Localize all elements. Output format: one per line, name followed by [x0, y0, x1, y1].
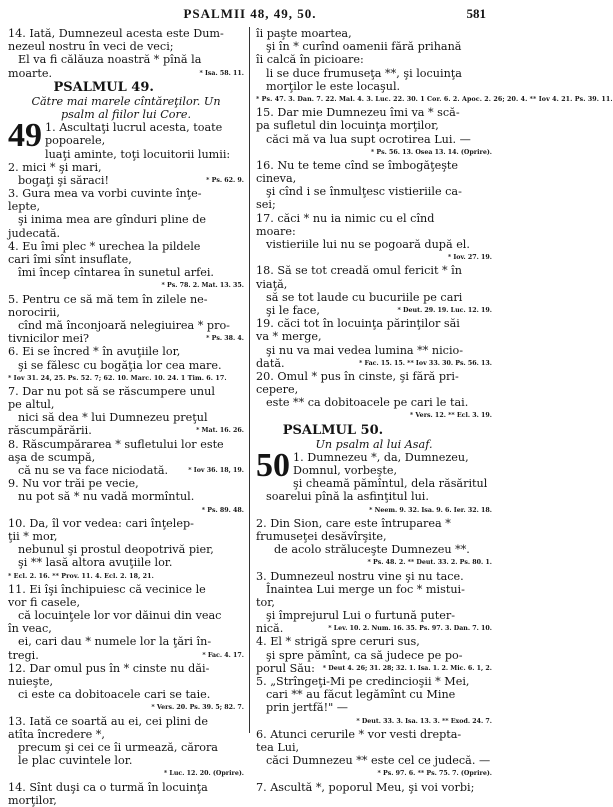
- text-line: [8, 781, 244, 794]
- cross-reference: * Luc. 12. 20. (Oprire).: [163, 770, 244, 778]
- text-line: [256, 570, 492, 583]
- line-text: 5. Pentru ce să mă tem în zilele ne-: [8, 292, 208, 306]
- text-line: [256, 649, 492, 662]
- line-text: 11. Ei îşi închipuiesc că vecinice le: [8, 582, 206, 596]
- text-line: [256, 344, 492, 357]
- cross-reference: * Vers. 20. Ps. 39. 5; 82. 7.: [151, 704, 244, 712]
- text-line: [8, 517, 244, 530]
- line-text: nu pot să * nu vadă mormîntul.: [18, 490, 195, 504]
- text-line: [256, 477, 492, 490]
- text-line: [256, 225, 492, 238]
- line-text: 7. Ascultă *, poporul Meu, şi voi vorbi;: [256, 780, 475, 794]
- text-line: [256, 53, 492, 66]
- text-line: [8, 424, 244, 437]
- text-line: [256, 146, 492, 159]
- line-text: 14. Iată, Dumnezeul acesta este Dum-: [8, 27, 224, 40]
- line-text: cari îmi sînt insuflate,: [8, 253, 132, 267]
- text-line: [8, 161, 244, 174]
- text-line: [256, 278, 492, 291]
- line-text: 1. Dumnezeu *, da, Dumnezeu,: [293, 450, 469, 464]
- line-text: PSALMUL 50.: [282, 422, 384, 438]
- text-line: [256, 728, 492, 741]
- line-text: 2. mici * şi mari,: [8, 160, 102, 174]
- line-text: * Ps. 47. 3. Dan. 7. 22. Mal. 4. 3. Luc. 22. 30. 1 Cor. 6. 2. Apoc. 2. 26; 20. 4. ** Iov 4. 21. Ps. 39. 11.: [256, 95, 613, 103]
- text-line: [256, 133, 492, 146]
- text-line: [256, 370, 492, 383]
- text-line: [256, 701, 492, 714]
- line-text: 17. căci * nu ia nimic cu el cînd: [256, 211, 435, 225]
- cross-reference: * Neem. 9. 32. Isa. 9. 6. Ier. 32. 18.: [369, 506, 492, 514]
- cross-reference: * Lev. 10. 2. Num. 16. 35. Ps. 97. 3. Dan. 7. 10.: [328, 625, 492, 633]
- cross-reference: * Fac. 15. 15. ** Iov 33. 30. Ps. 56. 13.: [358, 359, 492, 367]
- line-text: 12. Dar omul pus în * cinste nu dăi-: [8, 661, 210, 675]
- text-line: [8, 675, 244, 688]
- line-text: 13. Iată ce soartă au ei, cei plini de: [8, 714, 209, 728]
- text-line: [8, 464, 244, 477]
- line-text: îi paşte moartea,: [256, 27, 352, 40]
- text-line: [256, 27, 492, 40]
- text-line: [8, 688, 244, 701]
- text-line: [256, 198, 492, 211]
- line-text: li se duce frumuseţa **, şi locuinţa: [266, 66, 462, 80]
- text-line: [8, 134, 244, 147]
- line-text: Un psalm al lui Asaf.: [315, 437, 433, 451]
- line-text: * Ecl. 2. 16. ** Prov. 11. 4. Ecl. 2. 18, 21.: [8, 572, 154, 580]
- text-line: [8, 715, 244, 728]
- text-line: [8, 490, 244, 503]
- line-text: 6. Ei se încred * în avuţiile lor,: [8, 345, 181, 359]
- cross-reference: * Mat. 16. 26.: [196, 427, 244, 435]
- text-line: [8, 227, 244, 240]
- text-line: [8, 701, 244, 714]
- text-line: [8, 477, 244, 490]
- line-text: le plac cuvintele lor.: [18, 754, 133, 768]
- running-title: PSALMII 48, 49, 50.: [183, 6, 317, 21]
- text-line: [256, 291, 492, 304]
- line-text: morţilor le este locaşul.: [266, 79, 401, 93]
- text-line: [256, 357, 492, 370]
- line-text: vistieriile lui nu se pogoară după el.: [266, 238, 470, 251]
- text-line: [8, 187, 244, 200]
- text-line: [256, 504, 492, 517]
- cross-reference-note: [8, 570, 244, 583]
- line-text: că locuinţele lor vor dăinui din veac: [18, 609, 222, 623]
- line-text: El va fi călăuza noastră * pînă la: [18, 53, 202, 67]
- text-line: [256, 583, 492, 596]
- line-text: 16. Nu te teme cînd se îmbogăţeşte: [256, 158, 459, 172]
- psalm-number-initial: 50: [256, 446, 290, 484]
- text-line: [256, 543, 492, 556]
- text-line: [8, 148, 244, 161]
- line-text: căci mă va lua supt ocrotirea Lui. —: [266, 132, 471, 146]
- line-text: 6. Atunci cerurile * vor vesti drepta-: [256, 727, 462, 741]
- text-line: [8, 319, 244, 332]
- text-line: [256, 781, 492, 794]
- line-text: lepte,: [8, 200, 41, 214]
- text-line: [8, 240, 244, 253]
- right-column: [256, 27, 613, 794]
- line-text: şi în * curînd oamenii fără prihană: [266, 40, 462, 54]
- text-line: [256, 40, 492, 53]
- line-text: nică.: [256, 622, 284, 636]
- text-line: [256, 80, 492, 93]
- text-line: [8, 306, 244, 319]
- line-text: ci este ca dobitoacele cari se taie.: [18, 688, 211, 702]
- line-text: 3. Gura mea va vorbi cuvinte înţe-: [8, 187, 202, 201]
- line-text: 1. Ascultaţi lucrul acesta, toate: [45, 121, 223, 135]
- cross-reference: * Deut 4. 26; 31. 28; 32. 1. Isa. 1. 2. Mic. 6. 1, 2.: [322, 664, 492, 672]
- cross-reference: * Ps. 56. 13. Osea 13. 14. (Oprire).: [370, 148, 492, 156]
- line-text: Domnul, vorbeşte,: [293, 464, 398, 478]
- column-divider: [249, 27, 250, 733]
- line-text: 10. Da, îl vor vedea: cari înţelep-: [8, 516, 194, 530]
- text-line: [8, 438, 244, 451]
- line-text: şi cînd i se înmulţesc vistieriile ca-: [266, 185, 462, 199]
- text-line: [8, 728, 244, 741]
- text-line: [256, 688, 492, 701]
- line-text: frumuseţei desăvîrşite,: [256, 529, 387, 543]
- cross-reference: * Isa. 58. 11.: [199, 69, 244, 77]
- text-line: [256, 596, 492, 609]
- line-text: nezeul nostru în veci de veci;: [8, 40, 174, 54]
- text-line: [8, 213, 244, 226]
- page-header: [14, 6, 486, 24]
- text-line: [8, 794, 244, 807]
- text-line: [8, 359, 244, 372]
- line-text: aşa de scumpă,: [8, 450, 96, 464]
- line-text: vor fi casele,: [8, 595, 81, 609]
- line-text: de acolo străluceşte Dumnezeu **.: [274, 543, 470, 557]
- text-line: [256, 251, 492, 264]
- psalm-subtitle: [8, 108, 244, 121]
- text-line: [256, 264, 492, 277]
- line-text: îmi încep cîntarea în sunetul arfei.: [18, 266, 214, 280]
- line-text: nici să dea * lui Dumnezeu preţul: [18, 411, 208, 425]
- text-line: [8, 556, 244, 569]
- line-text: moare:: [256, 224, 296, 238]
- text-line: [8, 279, 244, 292]
- cross-reference-note: [8, 372, 244, 385]
- line-text: viaţă,: [256, 277, 288, 291]
- line-text: să se tot laude cu bucuriile pe cari: [266, 290, 463, 304]
- text-line: [256, 622, 492, 635]
- line-text: răscumpărării.: [8, 424, 92, 438]
- line-text: Înaintea Lui merge un foc * mistui-: [266, 582, 465, 596]
- cross-reference: * Vers. 12. ** Ecl. 3. 19.: [409, 412, 492, 420]
- line-text: 14. Sînt duşi ca o turmă în locuinţa: [8, 780, 208, 794]
- text-line: [256, 172, 492, 185]
- line-text: 4. El * strigă spre ceruri sus,: [256, 635, 420, 649]
- text-line: [256, 185, 492, 198]
- line-text: şi cheamă pămîntul, dela răsăritul: [293, 477, 488, 491]
- line-text: şi inima mea are gînduri pline de: [18, 213, 206, 227]
- text-line: [256, 396, 492, 409]
- cross-reference: * Iov 36. 18, 19.: [188, 467, 244, 475]
- line-text: şi le face,: [266, 303, 320, 317]
- line-text: căci Dumnezeu ** este cel ce judecă. —: [266, 754, 491, 768]
- line-text: 20. Omul * pus în cinste, şi fără pri-: [256, 369, 459, 383]
- line-text: nuieşte,: [8, 675, 54, 689]
- cross-reference: * Ps. 38. 4.: [206, 335, 244, 343]
- text-line: [8, 583, 244, 596]
- text-line: [8, 332, 244, 345]
- line-text: prin jertfă!" —: [266, 701, 348, 715]
- line-text: şi se fălesc cu bogăţia lor cea mare.: [18, 358, 222, 372]
- text-line: [256, 715, 492, 728]
- text-line: [256, 330, 492, 343]
- text-line: [256, 754, 492, 767]
- text-line: [8, 27, 244, 40]
- text-line: [8, 504, 244, 517]
- line-text: şi nu va mai vedea lumina ** nicio-: [266, 343, 464, 357]
- text-line: [256, 517, 492, 530]
- text-line: [256, 464, 492, 477]
- line-text: popoarele,: [45, 134, 106, 148]
- text-line: [256, 556, 492, 569]
- cross-reference: * Deut. 29. 19. Luc. 12. 19.: [397, 306, 492, 314]
- line-text: PSALMUL 49.: [53, 79, 154, 95]
- line-text: atîta încredere *,: [8, 727, 105, 741]
- cross-reference-note: [256, 93, 613, 106]
- text-line: [8, 253, 244, 266]
- text-line: [256, 383, 492, 396]
- text-line: [256, 304, 492, 317]
- line-text: şi spre pămînt, ca să judece pe po-: [266, 648, 463, 662]
- cross-reference: * Deut. 33. 3. Isa. 13. 3. ** Exod. 24. 7.: [356, 717, 492, 725]
- text-line: [256, 317, 492, 330]
- line-text: cînd mă înconjoară nelegiuirea * pro-: [18, 318, 230, 332]
- line-text: 7. Dar nu pot să se răscumpere unul: [8, 384, 215, 398]
- line-text: 5. „Strîngeţi-Mi pe credincioşii * Mei,: [256, 675, 470, 689]
- text-line: [256, 635, 492, 648]
- line-text: 2. Din Sion, care este întruparea *: [256, 516, 451, 530]
- line-text: norocirii,: [8, 305, 60, 319]
- cross-reference: * Fac. 4. 17.: [202, 651, 244, 659]
- psalm-heading: [8, 80, 244, 95]
- line-text: bogaţi şi săraci!: [18, 173, 110, 187]
- text-line: [8, 40, 244, 53]
- line-text: psalm al fiilor lui Core.: [60, 107, 192, 121]
- text-line: [256, 767, 492, 780]
- text-line: [8, 385, 244, 398]
- line-text: judecată.: [8, 226, 61, 240]
- line-text: 19. căci tot în locuinţa părinţilor săi: [256, 317, 460, 331]
- line-text: nebunul şi prostul deopotrivă pier,: [18, 543, 214, 557]
- line-text: tea Lui,: [256, 740, 300, 754]
- text-line: [8, 345, 244, 358]
- line-text: tregi.: [8, 648, 39, 662]
- cross-reference: * Ps. 89. 48.: [201, 506, 244, 514]
- line-text: va * merge,: [256, 330, 322, 344]
- text-line: [256, 609, 492, 622]
- text-line: [8, 67, 244, 80]
- text-line: [256, 741, 492, 754]
- cross-reference: * Iov. 27. 19.: [447, 254, 492, 262]
- line-text: cari ** au făcut legămînt cu Mine: [266, 688, 456, 702]
- line-text: tor,: [256, 595, 275, 609]
- line-text: pa sufletul din locuinţa morţilor,: [256, 119, 439, 133]
- line-text: 15. Dar mie Dumnezeu îmi va * scă-: [256, 106, 460, 120]
- page-number: 581: [466, 6, 486, 21]
- line-text: 18. Să se tot creadă omul fericit * în: [256, 264, 462, 278]
- text-line: [8, 649, 244, 662]
- text-line: [8, 754, 244, 767]
- cross-reference: * Ps. 62. 9.: [206, 176, 244, 184]
- text-line: [8, 596, 244, 609]
- text-line: [256, 67, 492, 80]
- line-text: pe altul,: [8, 398, 55, 412]
- text-line: [256, 662, 492, 675]
- line-text: în veac,: [8, 622, 52, 636]
- text-line: [8, 622, 244, 635]
- line-text: şi ** lasă altora avuţiile lor.: [18, 556, 173, 570]
- line-text: ţii * mor,: [8, 529, 58, 543]
- line-text: ei, cari dau * numele lor la ţări în-: [18, 635, 212, 649]
- line-text: sei;: [256, 198, 276, 212]
- line-text: precum şi cei ce îi urmează, cărora: [18, 740, 218, 754]
- text-line: [256, 409, 492, 422]
- text-line: [8, 609, 244, 622]
- text-line: [8, 293, 244, 306]
- text-line: [8, 174, 244, 187]
- text-line: [8, 635, 244, 648]
- text-line: [256, 106, 492, 119]
- line-text: morţilor,: [8, 793, 57, 807]
- text-line: [8, 266, 244, 279]
- line-text: 4. Eu îmi plec * urechea la pildele: [8, 239, 201, 253]
- left-column: [8, 27, 244, 807]
- text-line: [8, 741, 244, 754]
- line-text: dată.: [256, 356, 285, 370]
- line-text: îi calcă în picioare:: [256, 53, 364, 67]
- text-line: [8, 398, 244, 411]
- line-text: este ** ca dobitoacele pe cari le tai.: [266, 396, 469, 410]
- text-line: [256, 675, 492, 688]
- line-text: 3. Dumnezeul nostru vine şi nu tace.: [256, 569, 464, 583]
- line-text: moarte.: [8, 66, 53, 80]
- line-text: tivnicilor mei?: [8, 332, 90, 346]
- line-text: * Iov 31. 24, 25. Ps. 52. 7; 62. 10. Marc. 10. 24. 1 Tim. 6. 17.: [8, 374, 227, 382]
- text-line: [256, 490, 492, 503]
- psalm-subtitle: [8, 95, 244, 108]
- line-text: soarelui pînă la asfinţitul lui.: [266, 490, 429, 504]
- text-line: [8, 767, 244, 780]
- line-text: 8. Răscumpărarea * sufletului lor este: [8, 437, 224, 451]
- line-text: Către mai marele cîntăreţilor. Un: [31, 94, 221, 108]
- line-text: luaţi aminte, toţi locuitorii lumii:: [45, 147, 231, 161]
- text-line: [8, 53, 244, 66]
- line-text: porul Său:: [256, 661, 315, 675]
- text-line: [8, 451, 244, 464]
- psalm-number-initial: 49: [8, 117, 42, 155]
- line-text: şi împrejurul Lui o furtună puter-: [266, 609, 456, 623]
- line-text: cineva,: [256, 172, 297, 186]
- text-line: [8, 662, 244, 675]
- text-line: [256, 238, 492, 251]
- text-line: [8, 530, 244, 543]
- line-text: cepere,: [256, 383, 299, 397]
- text-line: [8, 411, 244, 424]
- text-line: [256, 530, 492, 543]
- text-line: [8, 543, 244, 556]
- text-line: [256, 159, 492, 172]
- cross-reference: * Ps. 97. 6. ** Ps. 75. 7. (Oprire).: [377, 770, 492, 778]
- line-text: că nu se va face niciodată.: [18, 464, 169, 478]
- cross-reference: * Ps. 78. 2. Mat. 13. 35.: [161, 282, 244, 290]
- text-line: [8, 200, 244, 213]
- psalm-subtitle: [256, 438, 492, 451]
- cross-reference: * Ps. 48. 2. ** Deut. 33. 2. Ps. 80. 1.: [367, 559, 492, 567]
- text-line: [256, 212, 492, 225]
- psalm-heading: [256, 423, 492, 438]
- line-text: 9. Nu vor trăi pe vecie,: [8, 477, 139, 491]
- text-line: [256, 119, 492, 132]
